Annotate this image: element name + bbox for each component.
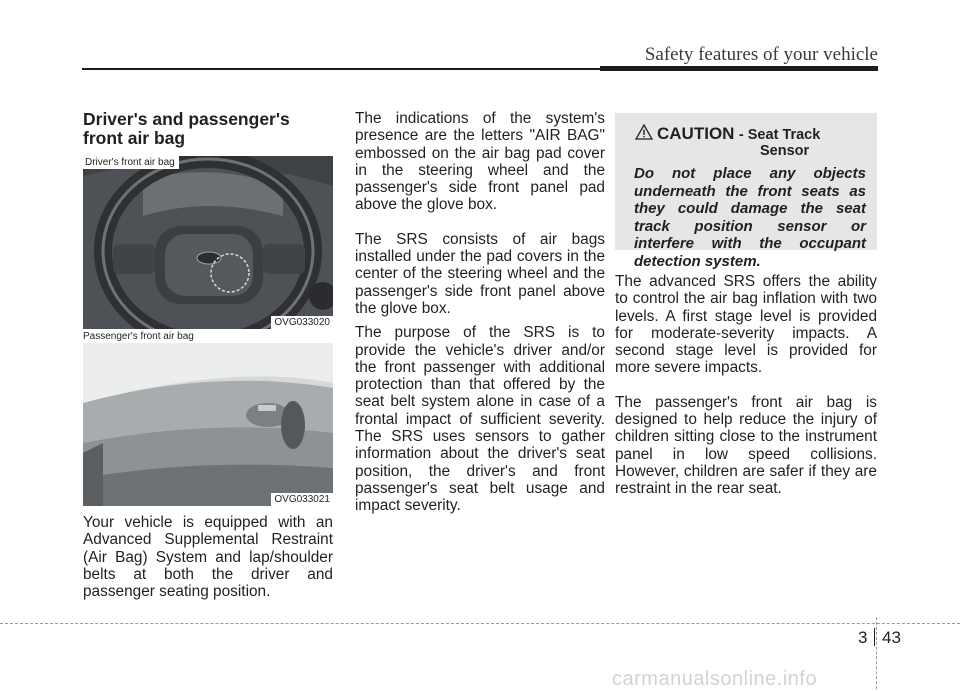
body-paragraph: The advanced SRS offers the ability to control the air bag inflation with two levels. A first stage level is provided for moderate-severity impacts. A second stage level is provided for more severe impacts. — [615, 273, 877, 377]
figure-driver-airbag — [83, 156, 333, 329]
dashboard-illustration — [83, 343, 333, 506]
section-heading: Driver's and passenger's front air bag — [83, 109, 290, 148]
body-paragraph: The passenger's front air bag is designed to help reduce the injury of children sitting close to the instrument panel in low speed collisions. However, children are safer if they are restraint in the rear seat. — [615, 393, 877, 498]
footer-rule — [0, 623, 960, 624]
figure-label: Driver's front air bag — [83, 156, 179, 169]
body-paragraph: The indications of the system's presence are the letters "AIR BAG" embossed on the air bag pad cover in the steering wheel and the passenger's side front panel pad above the glove box. — [355, 110, 605, 214]
column-1 — [83, 110, 333, 148]
header-rule-accent — [600, 66, 878, 71]
body-paragraph: The purpose of the SRS is to provide the vehicle's driver and/or the front passenger with additional protection than that offered by the seat belt system alone in case of a frontal impact of sufficient severity. The SRS uses sensors to gather information about the driver's seat position, the driver's and front passenger's seat belt usage and impact severity. — [355, 324, 605, 515]
figure-label: Passenger's front air bag — [83, 331, 194, 342]
caution-box — [615, 113, 877, 270]
watermark: carmanualsonline.info — [612, 668, 818, 690]
caution-title-cont: Sensor — [760, 143, 810, 159]
page-number-separator — [874, 628, 875, 646]
figure-passenger-airbag — [83, 343, 333, 506]
body-paragraph: Your vehicle is equipped with an Advanced Supplemental Restraint (Air Bag) System and lap/shoulder belts at both the driver and passenger seating position. — [83, 514, 333, 601]
caution-title: - Seat Track — [738, 127, 821, 143]
column-3 — [615, 273, 877, 498]
caution-text: Do not place any objects underneath the front seats as they could damage the seat track position sensor or interfere with the occupant detection system. — [634, 165, 866, 270]
footer-vrule — [876, 617, 877, 689]
caution-heading — [635, 124, 820, 144]
caution-label: CAUTION — [657, 124, 735, 143]
warning-triangle-icon — [635, 124, 653, 140]
column-1-body — [83, 514, 333, 600]
page-header-title: Safety features of your vehicle — [644, 44, 878, 65]
page-number: 43 — [882, 628, 901, 647]
column-2 — [355, 110, 605, 515]
figure-code: OVG033020 — [271, 316, 333, 329]
body-paragraph: The SRS consists of air bags installed under the pad covers in the center of the steering wheel and the passenger's side front panel above the glove box. — [355, 230, 605, 317]
figure-code: OVG033021 — [271, 493, 333, 506]
steering-wheel-illustration — [83, 156, 333, 329]
chapter-number: 3 — [858, 628, 868, 647]
